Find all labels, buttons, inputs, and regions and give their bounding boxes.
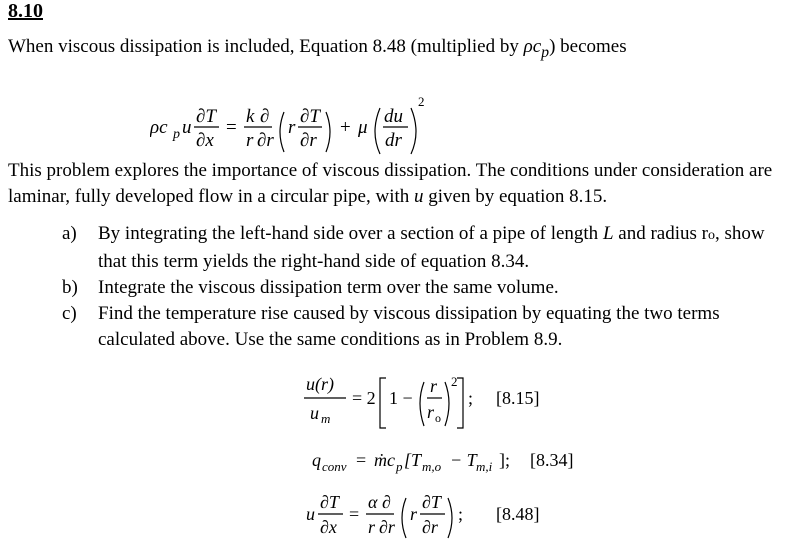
item-label: c) (62, 303, 77, 324)
equals: = (356, 450, 367, 470)
equals-two: = 2 (352, 388, 376, 408)
p-subscript: p (541, 43, 550, 61)
dx-den: ∂x (196, 130, 214, 151)
list-item (62, 275, 782, 301)
list-item (62, 221, 782, 275)
ref-8-15: [8.15] (496, 388, 540, 408)
du-num: du (384, 106, 403, 127)
conv-sub: conv (322, 459, 347, 474)
d-num: ∂ (382, 492, 391, 512)
u-symbol: u (414, 186, 424, 207)
d-num: ∂ (260, 106, 270, 127)
dr-den: ∂r (379, 517, 395, 537)
ref-8-34: [8.34] (530, 450, 574, 470)
description-text: This problem explores the importance of viscous dissipation. The conditions under consideration are laminar, fully developed flow in a circular pipe, with (8, 160, 773, 207)
description-paragraph (8, 158, 793, 210)
dT-inner: ∂T (422, 492, 441, 512)
rho-c-symbol: ρc (523, 36, 542, 57)
mo-sub: m,o (422, 459, 442, 474)
minus-T: − T (450, 450, 477, 470)
main-equation (150, 92, 570, 162)
item-text: By integrating the left-hand side over a section of a pipe of length L and radius ro, show that this term yields the right-hand side of equation 8.34. (98, 223, 765, 272)
intro-text-end: ) becomes (549, 36, 627, 57)
alpha: α (368, 492, 378, 512)
square-exp: 2 (418, 94, 425, 109)
item-label: a) (62, 223, 77, 244)
dT-inner: ∂T (300, 106, 320, 127)
item-text: Integrate the viscous dissipation term over the same volume. (98, 277, 559, 298)
mdot-c: ṁc (374, 450, 395, 470)
ro-den: r (427, 402, 435, 422)
equals: = (226, 117, 237, 138)
bracket-T: [T (404, 450, 422, 470)
u-of-r: u(r) (306, 374, 334, 394)
mu: μ (358, 117, 368, 138)
intro-paragraph (8, 34, 793, 66)
u-var: u (306, 504, 315, 524)
equation-8-48 (306, 486, 606, 544)
dr-den: ∂r (257, 130, 274, 151)
rho-c: ρc (150, 117, 168, 138)
o-sub: o (435, 411, 441, 425)
mi-sub: m,i (476, 459, 493, 474)
p-sub: p (173, 127, 180, 142)
item-label: b) (62, 277, 78, 298)
problem-number: 8.10 (8, 0, 43, 22)
close-bracket: ]; (499, 450, 510, 470)
description-text-end: given by equation 8.15. (423, 186, 608, 207)
u-var: u (182, 117, 192, 138)
task-list (62, 221, 782, 353)
k-num: k (246, 106, 255, 127)
r-den: r (368, 517, 376, 537)
dT-num: ∂T (196, 106, 216, 127)
r-num: r (430, 376, 438, 396)
q-var: q (312, 450, 321, 470)
dr-den2: dr (385, 130, 402, 151)
dr-inner: ∂r (422, 517, 438, 537)
r-den: r (246, 130, 254, 151)
u-m: u (310, 403, 319, 423)
item-text: Find the temperature rise caused by viscous dissipation by equating the two terms calculated above. Use the same conditions as in Problem 8.9. (98, 303, 720, 350)
list-item (62, 301, 782, 353)
equation-8-15 (300, 368, 600, 434)
m-sub: m (321, 411, 331, 426)
dx-den: ∂x (320, 517, 337, 537)
exp-two: 2 (451, 374, 458, 389)
semicolon: ; (468, 388, 474, 408)
equation-8-34 (312, 444, 612, 478)
equals: = (349, 504, 360, 524)
one-minus: 1 − (389, 388, 413, 408)
p-sub: p (396, 459, 403, 474)
plus: + (340, 117, 351, 138)
semicolon: ; (458, 504, 464, 524)
r-mult: r (288, 117, 296, 138)
dr-inner: ∂r (300, 130, 317, 151)
dT-num: ∂T (320, 492, 339, 512)
r-mult: r (410, 504, 418, 524)
intro-text: When viscous dissipation is included, Equation 8.48 (multiplied by (8, 36, 524, 57)
ref-8-48: [8.48] (496, 504, 540, 524)
